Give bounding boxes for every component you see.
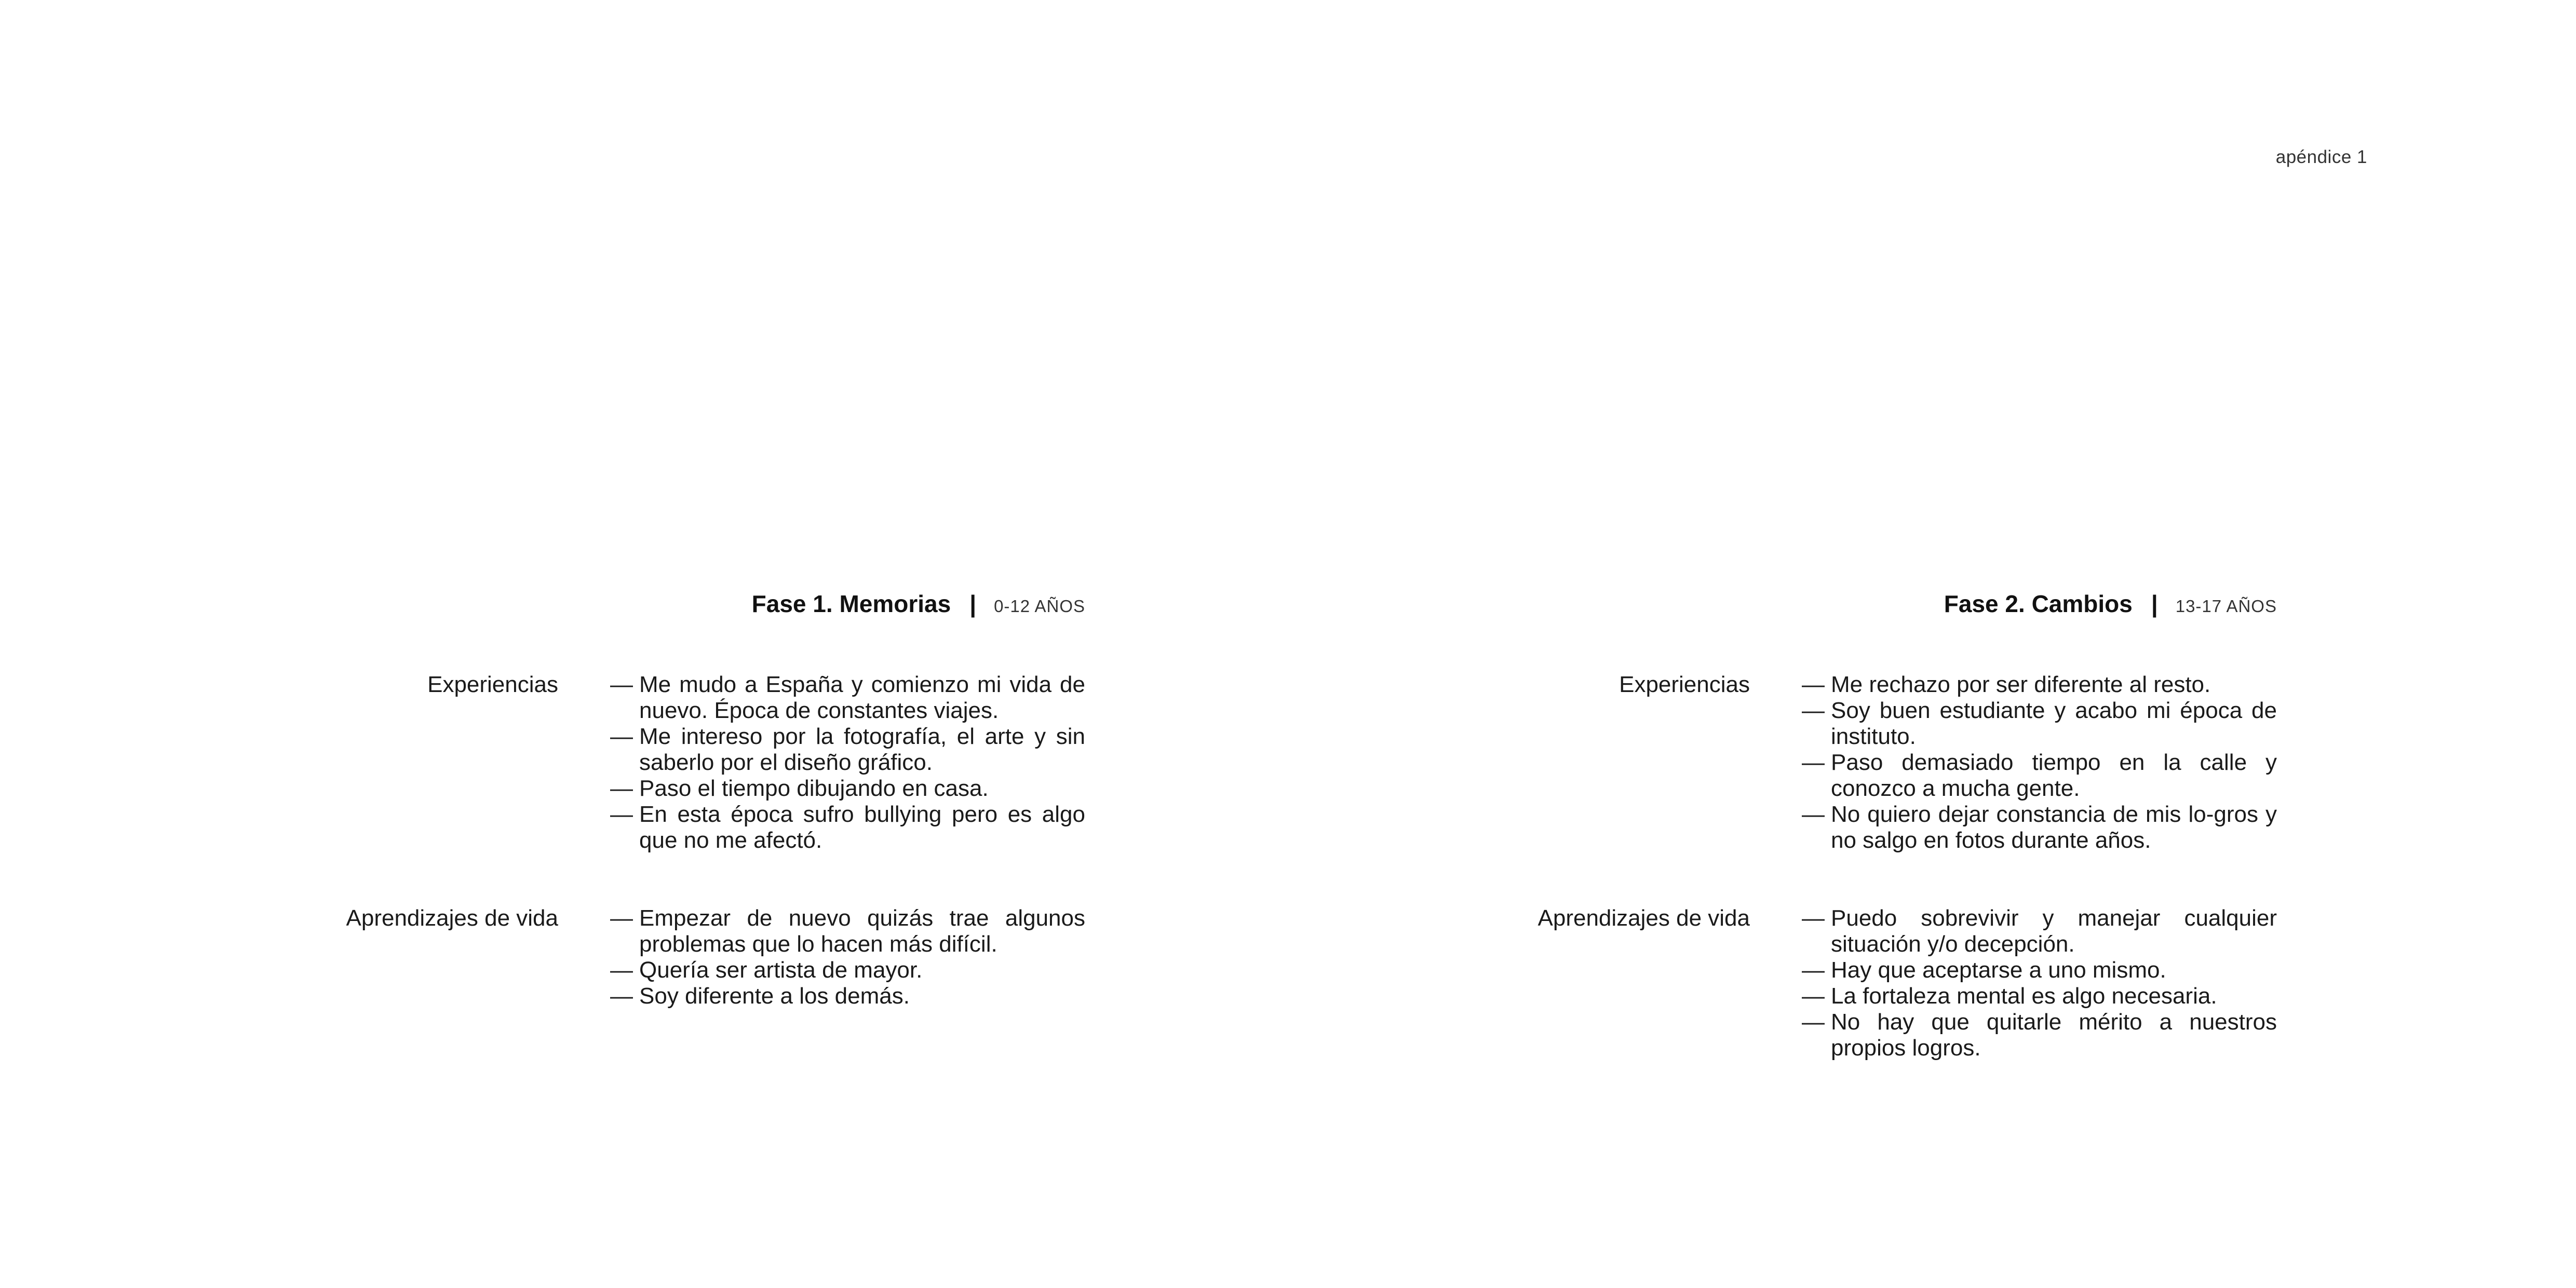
phase-2-title: Fase 2. Cambios [1944, 590, 2133, 617]
dash-bullet: — [1802, 672, 1825, 697]
list-item-text: Empezar de nuevo quizás trae algunos problemas que lo hacen más difícil. [639, 905, 1085, 957]
list-item [610, 983, 1085, 1009]
list-item [1802, 983, 2277, 1009]
list-item [610, 776, 1085, 802]
list-item-text: Me rechazo por ser diferente al resto. [1831, 672, 2211, 697]
dash-bullet: — [1802, 698, 1825, 723]
appendix-label: apéndice 1 [2275, 147, 2367, 167]
dash-bullet: — [1802, 802, 1825, 827]
phase-2-age-range: 13-17 AÑOS [2175, 596, 2277, 616]
phase-2-experiences-label: Experiencias [1619, 672, 1750, 697]
phase-1-experiences-label: Experiencias [427, 672, 558, 697]
phase-1-experiences-list [610, 672, 1085, 853]
dash-bullet: — [610, 724, 633, 749]
list-item [1802, 672, 2277, 698]
list-item-text: Me mudo a España y comienzo mi vida de nuevo. Época de constantes viajes. [639, 672, 1085, 723]
list-item-text: En esta época sufro bullying pero es algo que no me afectó. [639, 802, 1085, 853]
list-item [610, 724, 1085, 776]
list-item [1802, 957, 2277, 983]
dash-bullet: — [1802, 1009, 1825, 1035]
phase-1-age-range: 0-12 AÑOS [994, 596, 1085, 616]
list-item-text: Quería ser artista de mayor. [639, 957, 923, 983]
list-item [610, 802, 1085, 853]
dash-bullet: — [610, 802, 633, 827]
list-item-text: La fortaleza mental es algo necesaria. [1831, 983, 2217, 1009]
list-item-text: Soy diferente a los demás. [639, 983, 910, 1009]
phase-2-separator: | [2151, 590, 2158, 617]
dash-bullet: — [610, 776, 633, 801]
dash-bullet: — [610, 983, 633, 1009]
list-item [610, 672, 1085, 724]
list-item [1802, 1009, 2277, 1061]
list-item [1802, 698, 2277, 750]
phase-1-title: Fase 1. Memorias [751, 590, 951, 617]
list-item [1802, 905, 2277, 957]
phase-2-header [1944, 590, 2277, 621]
phase-1-separator: | [969, 590, 977, 617]
list-item [1802, 802, 2277, 853]
phase-1-learnings-label: Aprendizajes de vida [346, 905, 558, 931]
list-item-text: Puedo sobrevivir y manejar cualquier situación y/o decepción. [1831, 905, 2277, 957]
list-item-text: Paso demasiado tiempo en la calle y conozco a mucha gente. [1831, 750, 2277, 801]
list-item-text: Me intereso por la fotografía, el arte y sin saberlo por el diseño gráfico. [639, 724, 1085, 775]
phase-2-learnings-label: Aprendizajes de vida [1537, 905, 1750, 931]
list-item [1802, 750, 2277, 802]
list-item-text: No hay que quitarle mérito a nuestros propios logros. [1831, 1009, 2277, 1061]
list-item [610, 957, 1085, 983]
phase-1-header [752, 590, 1085, 621]
list-item-text: Soy buen estudiante y acabo mi época de instituto. [1831, 698, 2277, 749]
list-item-text: Paso el tiempo dibujando en casa. [639, 776, 989, 801]
list-item-text: Hay que aceptarse a uno mismo. [1831, 957, 2166, 983]
phase-2-experiences-list [1802, 672, 2277, 853]
phase-2-learnings-list [1802, 905, 2277, 1061]
dash-bullet: — [610, 957, 633, 983]
phase-1-learnings-list [610, 905, 1085, 1009]
dash-bullet: — [610, 672, 633, 697]
dash-bullet: — [1802, 905, 1825, 931]
dash-bullet: — [1802, 983, 1825, 1009]
dash-bullet: — [1802, 750, 1825, 775]
dash-bullet: — [610, 905, 633, 931]
list-item [610, 905, 1085, 957]
list-item-text: No quiero dejar constancia de mis lo-gros y no salgo en fotos durante años. [1831, 802, 2277, 853]
dash-bullet: — [1802, 957, 1825, 983]
